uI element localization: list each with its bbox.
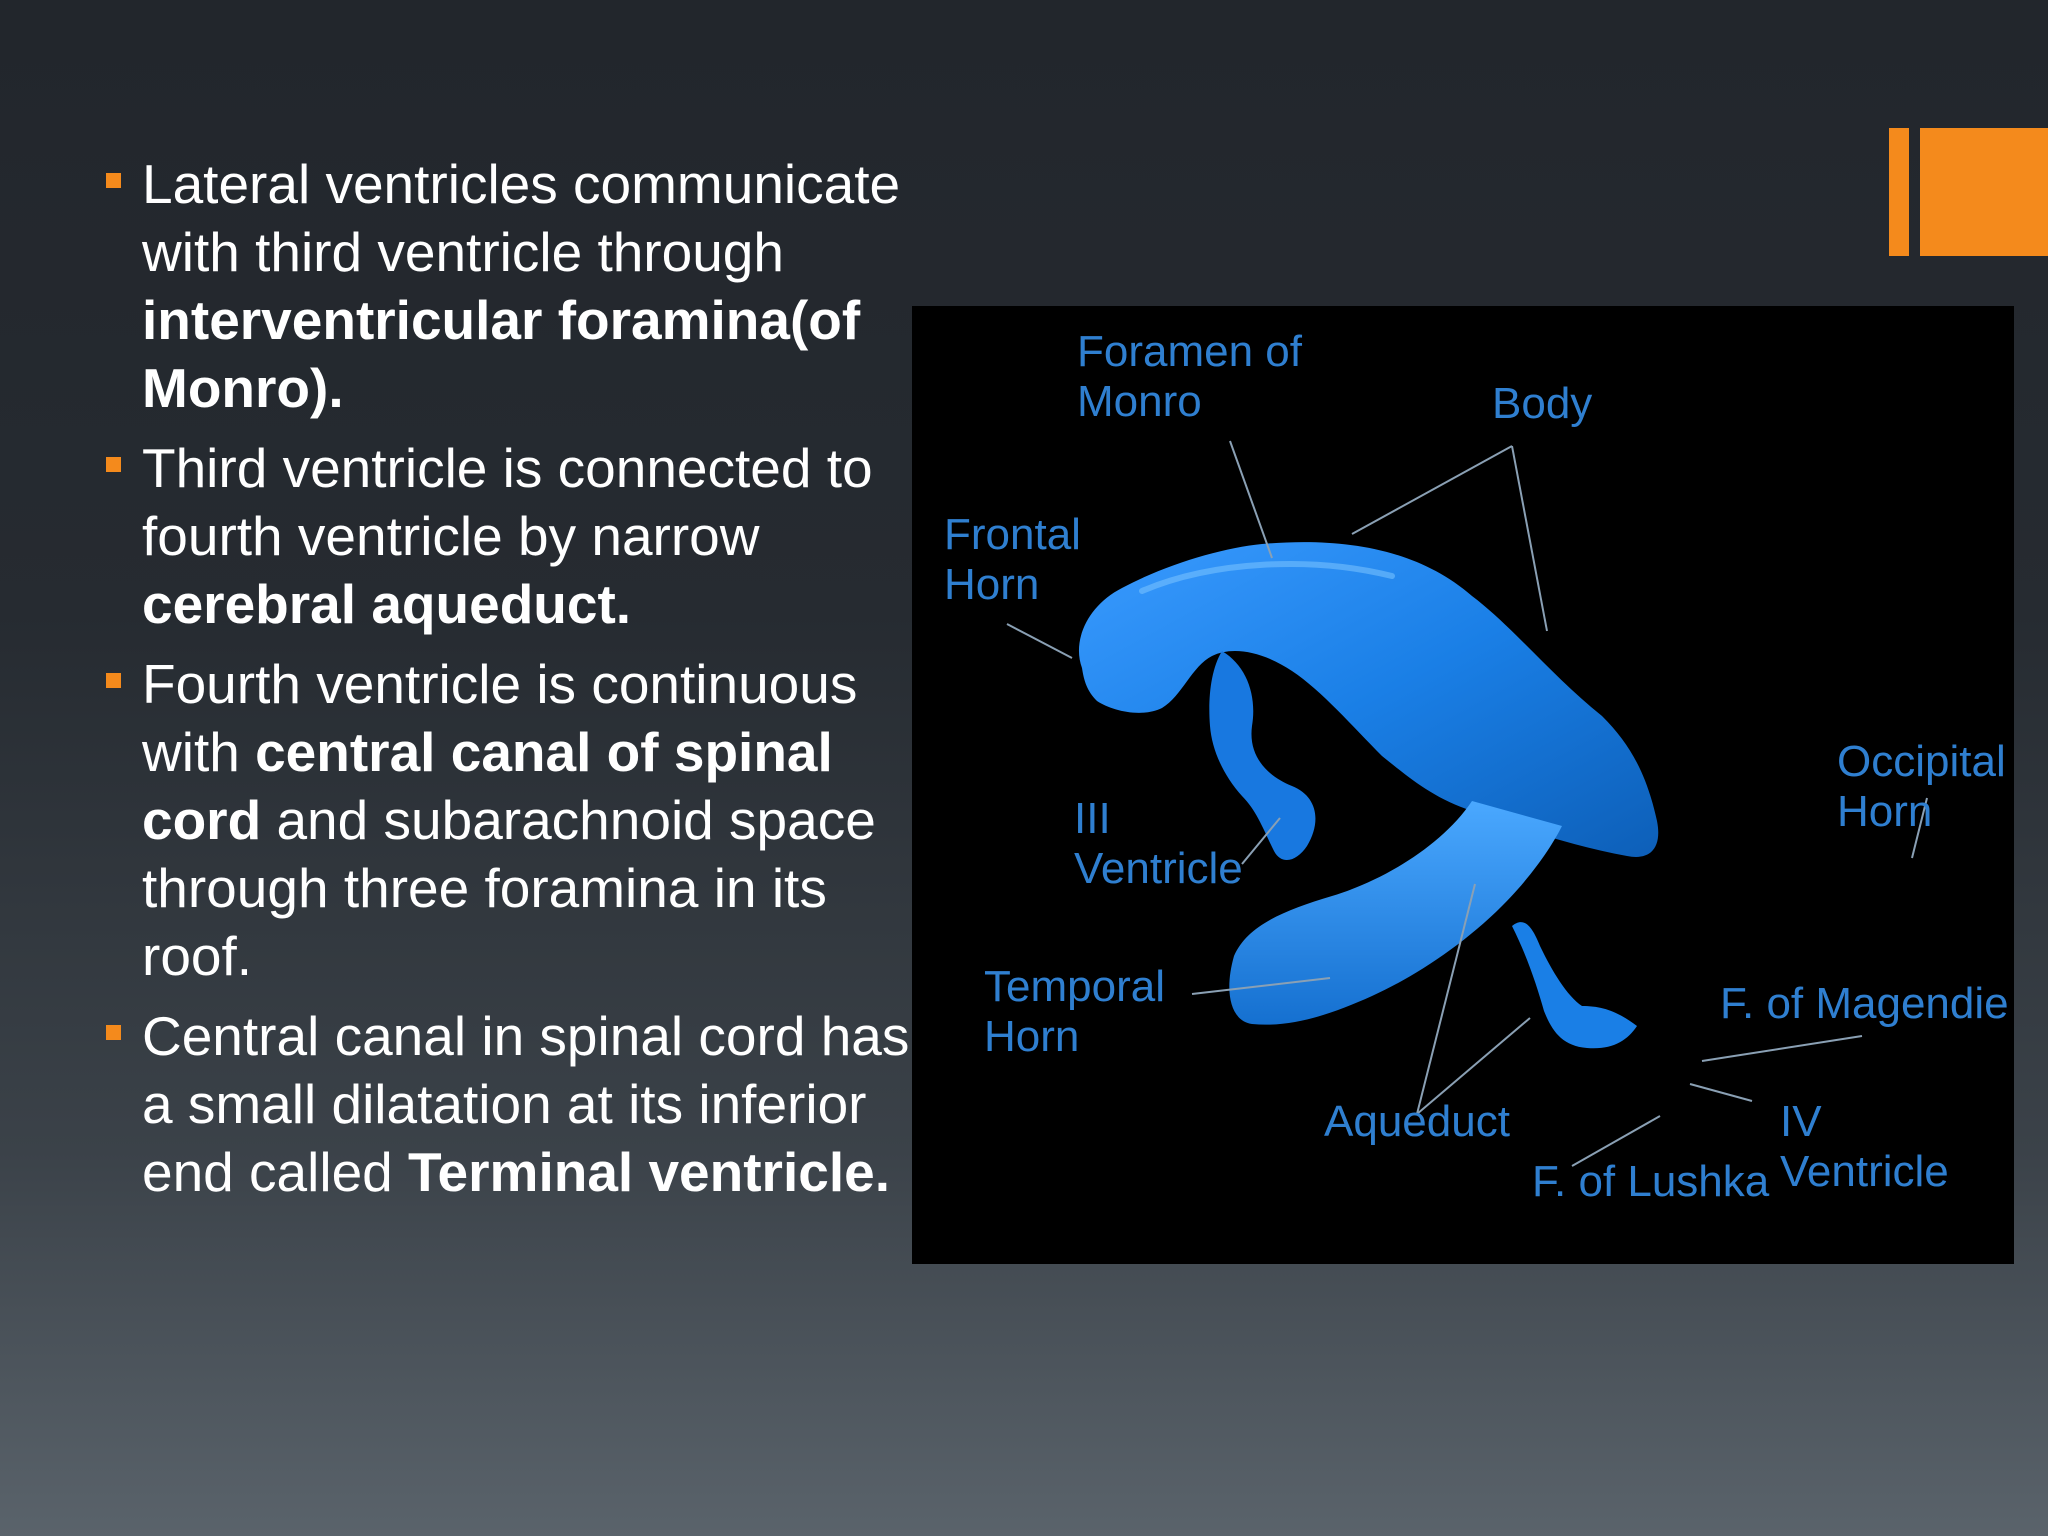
label-third-ventricle-1: III	[1074, 794, 1111, 843]
bullet-text-bold: central canal of spinal cord	[142, 721, 833, 851]
label-temporal-horn-2: Horn	[984, 1012, 1080, 1061]
leader-body-2	[1512, 446, 1547, 631]
label-f-of-magendie: F. of Magendie	[1720, 979, 2009, 1028]
bullet-text	[142, 1005, 909, 1203]
label-foramen-of-monro-2: Monro	[1077, 377, 1202, 426]
label-f-of-lushka: F. of Lushka	[1532, 1157, 1770, 1206]
bullet-text-segment: Lateral ventricles communicate with third ventricle through	[142, 153, 901, 283]
bullet-marker-icon	[106, 673, 121, 688]
label-temporal-horn-1: Temporal	[984, 962, 1165, 1011]
third-ventricle-shape	[1209, 651, 1315, 860]
leader-body-1	[1352, 446, 1512, 534]
ventricle-diagram	[912, 306, 2014, 1264]
label-body: Body	[1492, 379, 1593, 428]
bullet-text-segment: Fourth ventricle is continuous with	[142, 653, 858, 783]
bullet-text	[142, 653, 876, 987]
bullet-item	[100, 650, 910, 990]
bullet-text-bold: cerebral aqueduct.	[142, 573, 632, 635]
label-frontal-horn-2: Horn	[944, 560, 1040, 609]
fourth-ventricle-shape	[1512, 922, 1637, 1048]
bullet-text-segment: and subarachnoid space through three foramina in its roof.	[142, 789, 876, 987]
bullet-marker-icon	[106, 457, 121, 472]
bullet-text-bold: Terminal ventricle.	[408, 1141, 890, 1203]
bullet-list	[100, 150, 910, 1218]
lateral-ventricle-shape	[1079, 542, 1658, 857]
leader-iv	[1690, 1084, 1752, 1101]
bullet-text-segment: Third ventricle is connected to fourth ventricle by narrow	[142, 437, 873, 567]
label-occipital-horn-2: Horn	[1837, 787, 1933, 836]
label-fourth-ventricle-1: IV	[1780, 1097, 1822, 1146]
leader-monro	[1230, 441, 1272, 558]
leader-magendie	[1702, 1036, 1862, 1061]
bullet-text	[142, 437, 873, 635]
leader-frontal	[1007, 624, 1072, 658]
label-third-ventricle-2: Ventricle	[1074, 844, 1243, 893]
label-aqueduct: Aqueduct	[1324, 1097, 1510, 1146]
bullet-marker-icon	[106, 1025, 121, 1040]
bullet-text-segment: Central canal in spinal cord has a small dilatation at its inferior end called	[142, 1005, 910, 1203]
bullet-item	[100, 1002, 910, 1206]
label-fourth-ventricle-2: Ventricle	[1780, 1147, 1949, 1196]
bullet-item	[100, 434, 910, 638]
label-occipital-horn-1: Occipital	[1837, 737, 2006, 786]
bullet-text-bold: interventricular foramina(of Monro).	[142, 289, 861, 419]
bullet-text	[142, 153, 900, 419]
label-frontal-horn-1: Frontal	[944, 510, 1081, 559]
accent-bar-block	[1920, 128, 2048, 256]
bullet-marker-icon	[106, 173, 121, 188]
ventricle-diagram-svg	[912, 306, 2014, 1264]
label-foramen-of-monro-1: Foramen of	[1077, 327, 1302, 376]
bullet-item	[100, 150, 910, 422]
accent-bar-thin	[1889, 128, 1909, 256]
